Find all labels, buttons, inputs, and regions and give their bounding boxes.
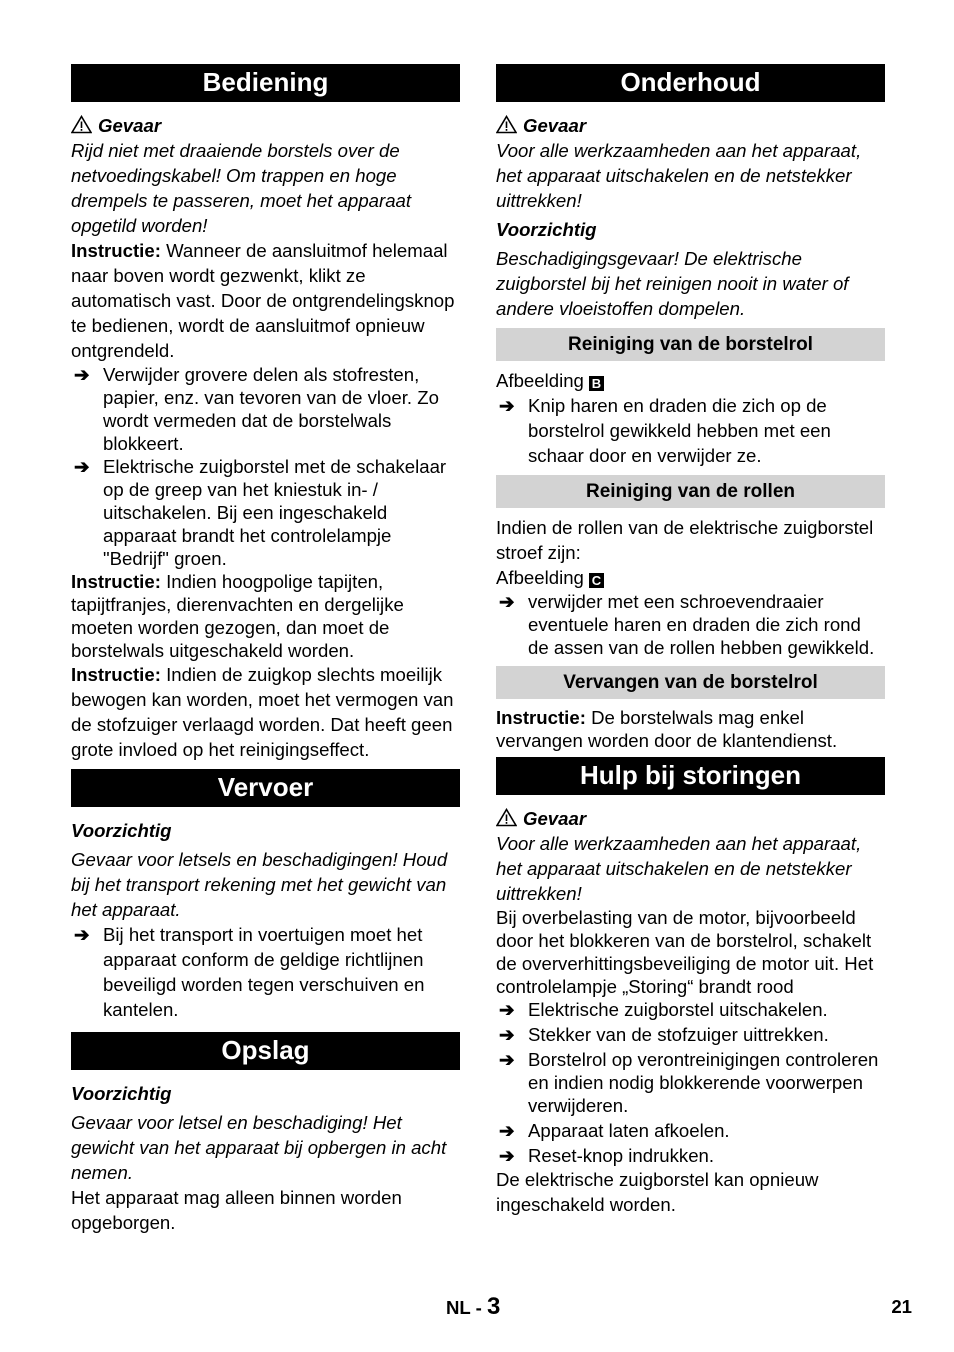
caution-label: Voorzichtig	[71, 820, 172, 841]
figure-reference: Afbeelding C	[496, 565, 885, 590]
list-item: ➔ Stekker van de stofzuiger uittrekken.	[499, 1024, 829, 1045]
arrow-right-icon: ➔	[499, 591, 515, 612]
arrow-right-icon: ➔	[499, 1049, 515, 1070]
heading-opslag: Opslag	[71, 1032, 460, 1070]
arrow-right-icon: ➔	[499, 1145, 515, 1166]
paragraph: Het apparaat mag alleen binnen worden opgeborgen.	[71, 1187, 402, 1233]
paragraph: De elektrische zuigborstel kan opnieuw ingeschakeld worden.	[496, 1169, 819, 1215]
heading-reiniging-borstelrol: Reiniging van de borstelrol	[496, 328, 885, 361]
caution-label: Voorzichtig	[496, 219, 597, 240]
list-item: ➔ verwijder met een schroevendraaier eventuele haren en draden die zich rond de assen van de rollen hebben gewikkeld.	[499, 591, 875, 658]
instruction: Instructie: De borstelwals mag enkel vervangen worden door de klantendienst.	[496, 707, 838, 751]
list-item: ➔ Apparaat laten afkoelen.	[499, 1120, 730, 1141]
danger-text: Rijd niet met draaiende borstels over de netvoedingskabel! Om trappen en hoge drempels te passeren, moet het apparaat opgetild worden!	[71, 140, 412, 236]
list-item: ➔ Knip haren en draden die zich op de borstelrol gewikkeld hebben met een schaar door en verwijder ze.	[499, 395, 831, 466]
caution-text: Gevaar voor letsel en beschadiging! Het gewicht van het apparaat bij opbergen in acht nemen.	[71, 1112, 447, 1183]
page-number: 21	[891, 1296, 912, 1317]
arrow-right-icon: ➔	[74, 456, 90, 477]
heading-reiniging-rollen: Reiniging van de rollen	[496, 475, 885, 508]
list-item: ➔ Bij het transport in voertuigen moet het apparaat conform de geldige richtlijnen beveiligd worden tegen verschuiven en kantelen.	[74, 924, 425, 1020]
list-item: ➔ Borstelrol op verontreinigingen controleren en indien nodig blokkerende voorwerpen verwijderen.	[499, 1049, 879, 1116]
list-item: ➔ Elektrische zuigborstel met de schakelaar op de greep van het kniestuk in- / uitschakelen. Bij een ingeschakeld apparaat brandt het controlelampje "Bedrijf" groen.	[74, 456, 447, 569]
instruction: Instructie: Indien de zuigkop slechts moeilijk bewogen kan worden, moet het vermogen van de stofzuiger verlaagd worden. Dat heeft geen grote invloed op het reinigingseffect.	[71, 664, 454, 760]
list-item: ➔ Verwijder grovere delen als stofresten, papier, enz. van tevoren van de vloer. Zo wordt vermeden dat de borstelwals blokkeert.	[74, 364, 439, 454]
warning-triangle-icon	[71, 115, 92, 134]
arrow-right-icon: ➔	[74, 924, 90, 945]
instruction: Instructie: Indien hoogpolige tapijten, tapijtfranjes, dierenvachten en dergelijke moeten worden gezogen, dan moet de borstelwals uitgeschakeld worden.	[71, 571, 404, 661]
caution-text: Beschadigingsgevaar! De elektrische zuigborstel bij het reinigen nooit in water of andere vloeistoffen dompelen.	[496, 248, 849, 319]
arrow-right-icon: ➔	[74, 364, 90, 385]
warning-triangle-icon	[496, 115, 517, 134]
figure-reference: Afbeelding B	[496, 368, 885, 393]
heading-vervangen-borstelrol: Vervangen van de borstelrol	[496, 666, 885, 699]
danger-label: Gevaar	[71, 113, 460, 138]
paragraph: Indien de rollen van de elektrische zuigborstel stroef zijn:	[496, 517, 874, 563]
danger-text: Voor alle werkzaamheden aan het apparaat, het apparaat uitschakelen en de netstekker uittrekken!	[496, 833, 862, 904]
heading-vervoer: Vervoer	[71, 769, 460, 807]
figure-letter: C	[589, 573, 604, 588]
figure-letter: B	[589, 376, 604, 391]
list-item: ➔ Elektrische zuigborstel uitschakelen.	[499, 999, 828, 1020]
warning-triangle-icon	[496, 808, 517, 827]
heading-onderhoud: Onderhoud	[496, 64, 885, 102]
caution-label: Voorzichtig	[71, 1083, 172, 1104]
list-item: ➔ Reset-knop indrukken.	[499, 1145, 715, 1166]
danger-label: Gevaar	[496, 806, 885, 831]
heading-hulp-bij-storingen: Hulp bij storingen	[496, 757, 885, 795]
heading-bediening: Bediening	[71, 64, 460, 102]
arrow-right-icon: ➔	[499, 1120, 515, 1141]
instruction: Instructie: Wanneer de aansluitmof helemaal naar boven wordt gezwenkt, klikt ze automatisch vast. Door de ontgrendelingsknop te bedienen, wordt de aansluitmof opnieuw ontgrendeld.	[71, 240, 455, 361]
danger-label: Gevaar	[496, 113, 885, 138]
arrow-right-icon: ➔	[499, 999, 515, 1020]
footer-section-label: NL - 3	[446, 1293, 501, 1320]
caution-text: Gevaar voor letsels en beschadigingen! Houd bij het transport rekening met het gewicht van het apparaat.	[71, 849, 448, 920]
left-column	[71, 64, 460, 1235]
right-column	[496, 64, 885, 1217]
paragraph: Bij overbelasting van de motor, bijvoorbeeld door het blokkeren van de borstelrol, schakelt de oververhittingsbeveiliging de motor uit. Het controlelampje „Storing“ brandt rood	[496, 907, 874, 997]
arrow-right-icon: ➔	[499, 1024, 515, 1045]
danger-text: Voor alle werkzaamheden aan het apparaat, het apparaat uitschakelen en de netstekker uittrekken!	[496, 140, 862, 211]
arrow-right-icon: ➔	[499, 395, 515, 416]
